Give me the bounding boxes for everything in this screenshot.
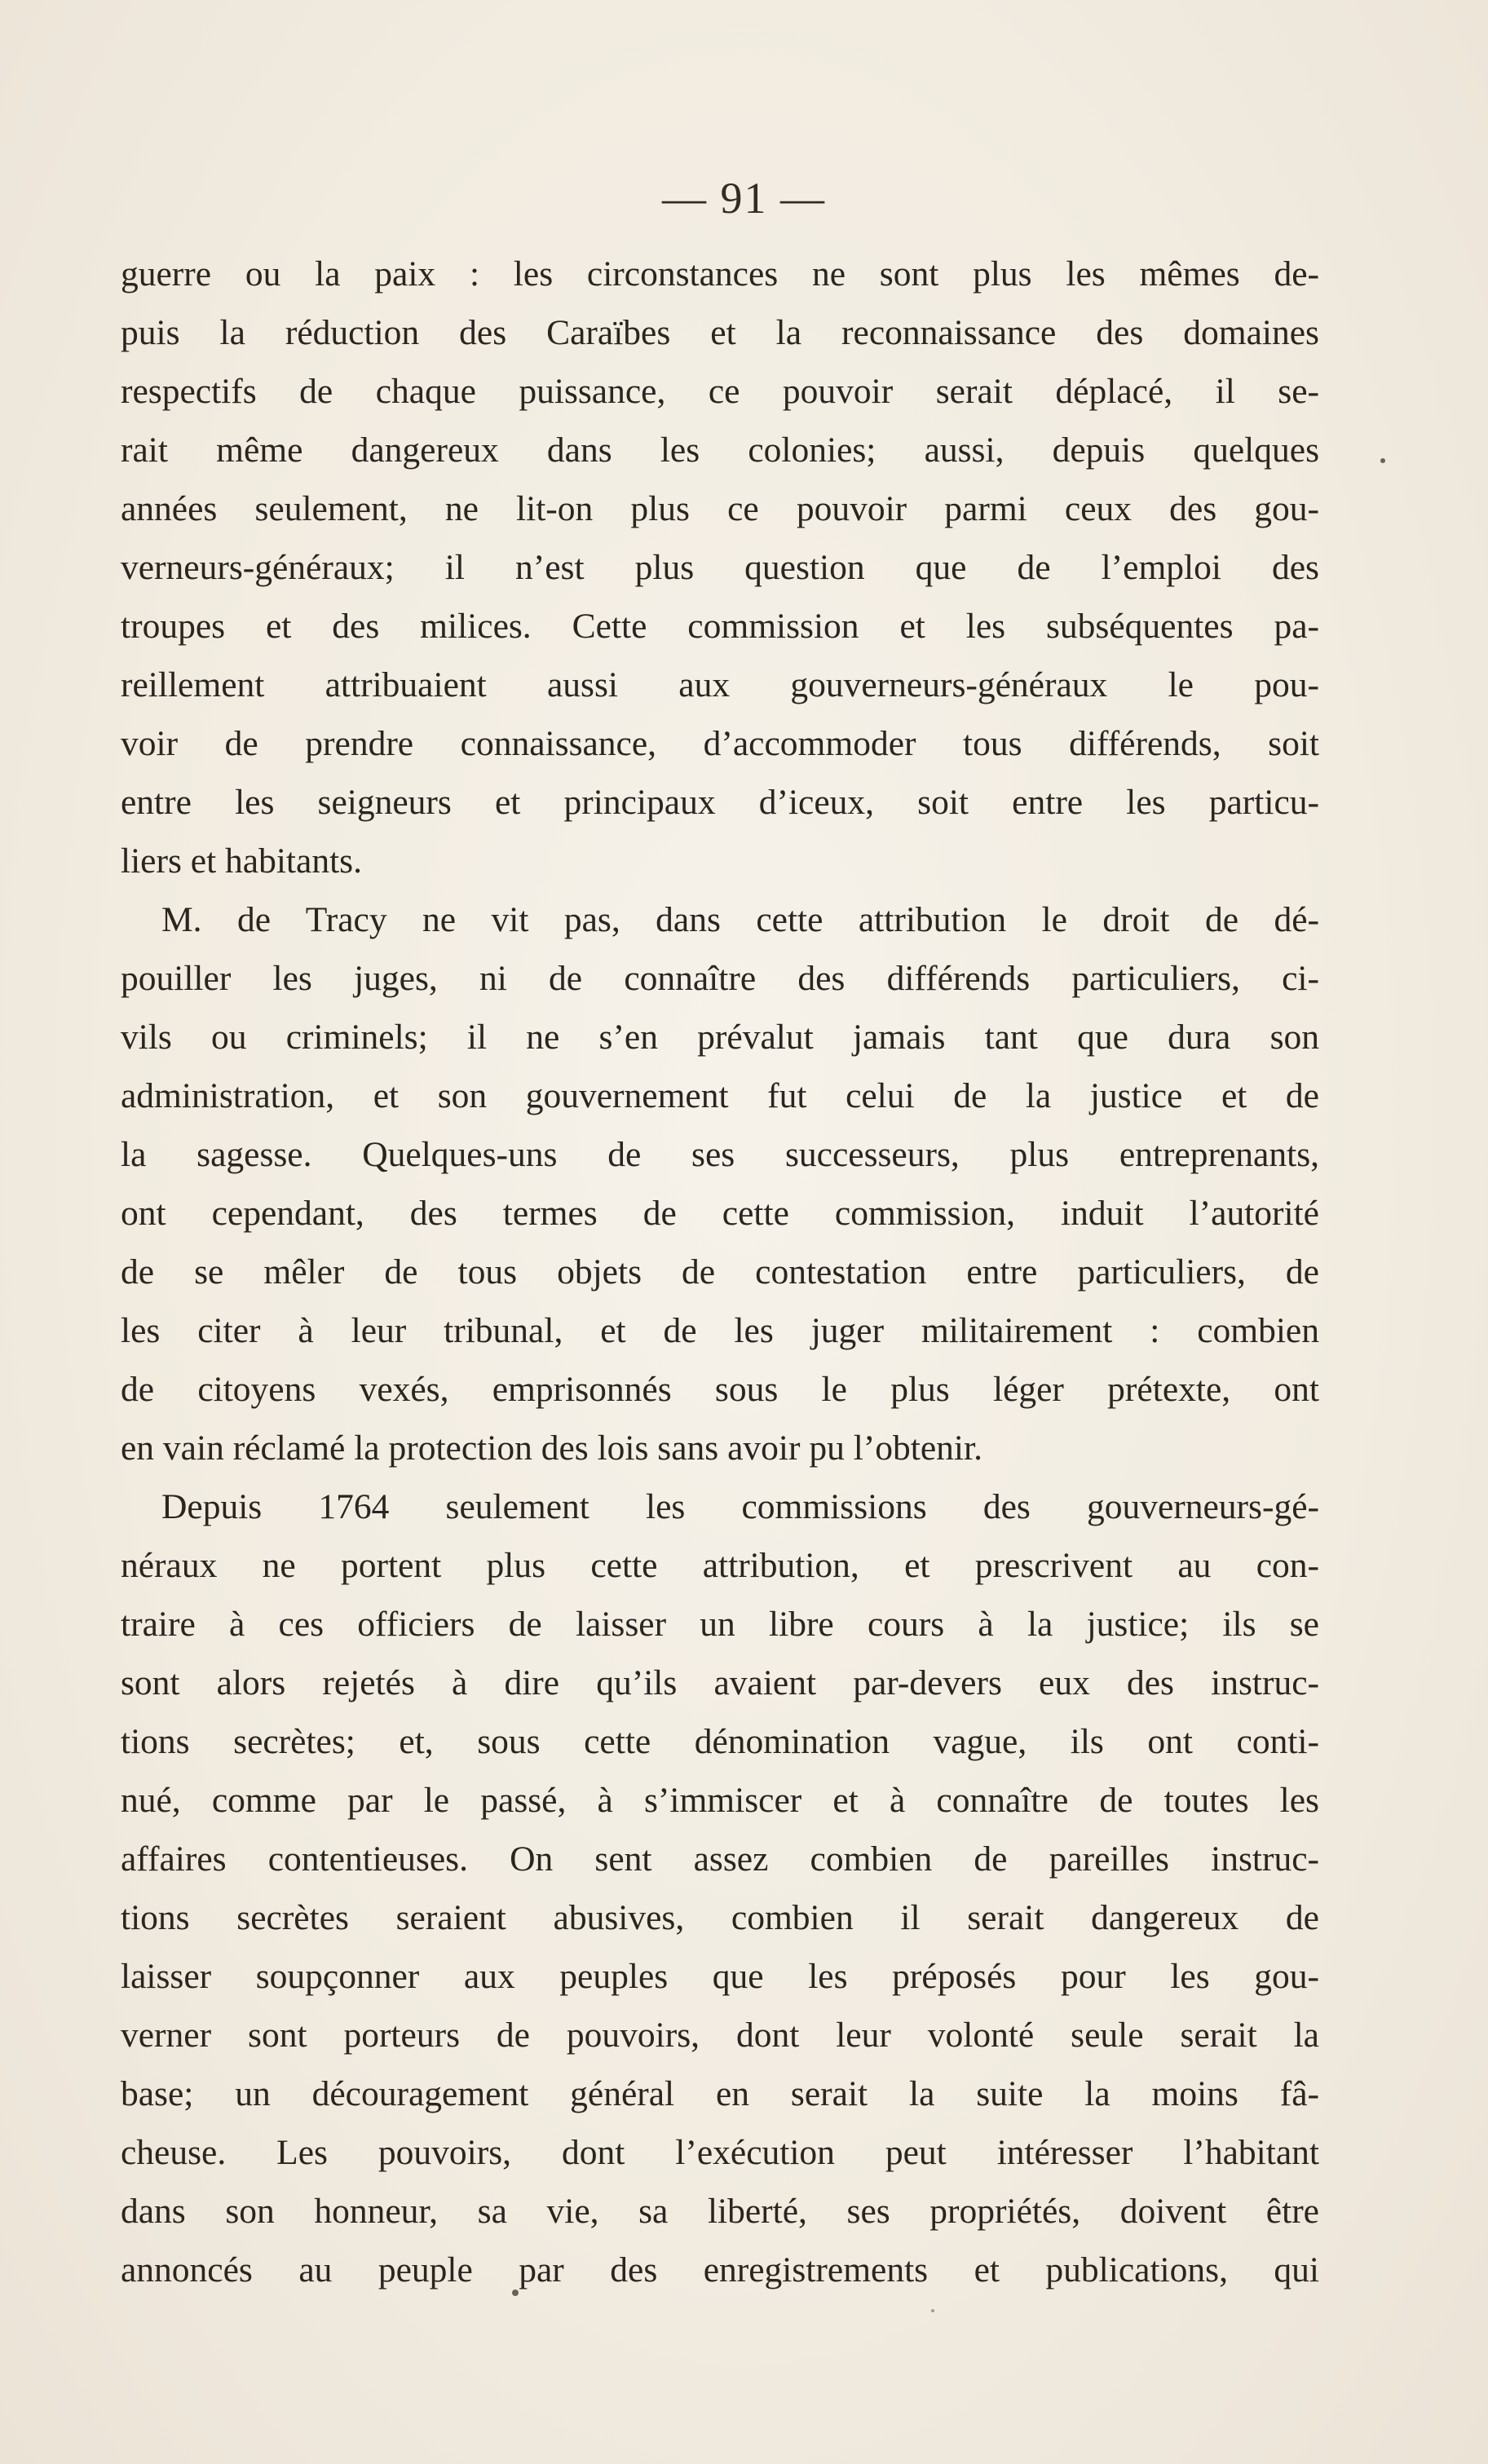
text-line: tions secrètes seraient abusives, combien il serait dangereux de [121,1898,1319,1937]
text-line: troupes et des milices. Cette commission et les subséquentes pa- [121,607,1319,646]
text-line: affaires contentieuses. On sent assez combien de pareilles instruc- [121,1839,1319,1879]
text-line: base; un découragement général en serait la suite la moins fâ- [121,2074,1319,2113]
text-line: laisser soupçonner aux peuples que les préposés pour les gou- [121,1957,1319,1996]
text-line: voir de prendre connaissance, d’accommoder tous différends, soit [121,724,1319,763]
text-line: traire à ces officiers de laisser un libre cours à la justice; ils se [121,1605,1319,1644]
text-line: reillement attribuaient aussi aux gouverneurs-généraux le pou- [121,665,1319,704]
text-line: verner sont porteurs de pouvoirs, dont leur volonté seule serait la [121,2016,1319,2055]
text-line: dans son honneur, sa vie, sa liberté, ses propriétés, doivent être [121,2192,1319,2231]
text-line: Depuis 1764 seulement les commissions des gouverneurs-gé- [161,1487,1319,1526]
text-line: néraux ne portent plus cette attribution, et prescrivent au con- [121,1546,1319,1585]
text-line: vils ou criminels; il ne s’en prévalut jamais tant que dura son [121,1018,1319,1057]
text-line: M. de Tracy ne vit pas, dans cette attribution le droit de dé- [161,900,1319,939]
text-line: cheuse. Les pouvoirs, dont l’exécution peut intéresser l’habitant [121,2133,1319,2172]
text-line: guerre ou la paix : les circonstances ne sont plus les mêmes de- [121,254,1319,294]
text-line: années seulement, ne lit-on plus ce pouvoir parmi ceux des gou- [121,489,1319,528]
text-line: annoncés au peuple par des enregistrements et publications, qui [121,2250,1319,2290]
text-line: administration, et son gouvernement fut celui de la justice et de [121,1076,1319,1115]
text-line: puis la réduction des Caraïbes et la reconnaissance des domaines [121,313,1319,352]
text-line: tions secrètes; et, sous cette dénomination vague, ils ont conti- [121,1722,1319,1761]
text-line: de citoyens vexés, emprisonnés sous le plus léger prétexte, ont [121,1370,1319,1409]
text-line: respectifs de chaque puissance, ce pouvoir serait déplacé, il se- [121,372,1319,411]
text-line: verneurs-généraux; il n’est plus question que de l’emploi des [121,548,1319,587]
ink-speck [1380,458,1385,463]
text-line: sont alors rejetés à dire qu’ils avaient par-devers eux des instruc- [121,1663,1319,1702]
text-line: la sagesse. Quelques-uns de ses successeurs, plus entreprenants, [121,1135,1319,1174]
text-line: de se mêler de tous objets de contestation entre particuliers, de [121,1252,1319,1292]
text-line: pouiller les juges, ni de connaître des différends particuliers, ci- [121,959,1319,998]
text-line: rait même dangereux dans les colonies; aussi, depuis quelques [121,431,1319,470]
page-number: — 91 — [662,174,826,223]
text-line: entre les seigneurs et principaux d’iceux, soit entre les particu- [121,783,1319,822]
text-line: ont cependant, des termes de cette commission, induit l’autorité [121,1194,1319,1233]
text-line: en vain réclamé la protection des lois sans avoir pu l’obtenir. [121,1429,982,1468]
text-line: les citer à leur tribunal, et de les juger militairement : combien [121,1311,1319,1350]
body-text [121,245,1319,2299]
ink-speck [512,2290,519,2296]
ink-speck [931,2309,934,2312]
text-line: liers et habitants. [121,841,362,881]
text-line: nué, comme par le passé, à s’immiscer et à connaître de toutes les [121,1781,1319,1820]
